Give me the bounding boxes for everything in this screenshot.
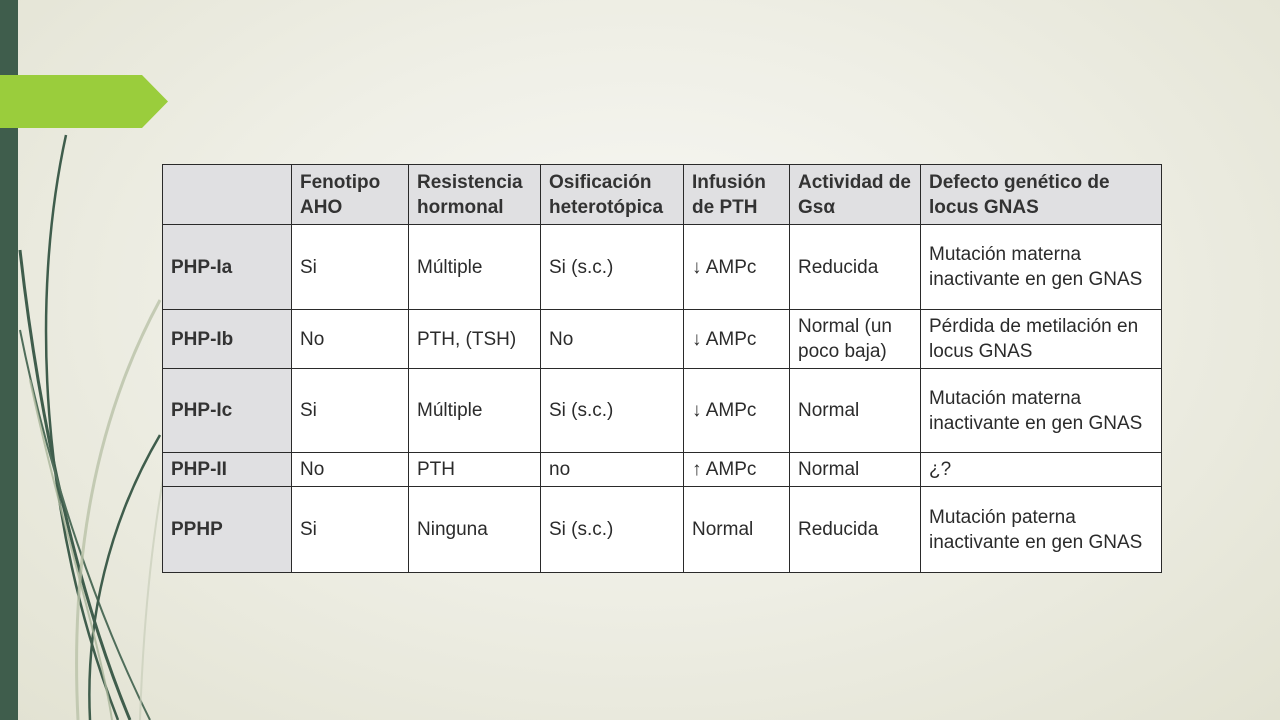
table-cell: ↓ AMPc — [684, 310, 790, 369]
header-fenotipo-aho: Fenotipo AHO — [292, 165, 409, 225]
table-cell: Reducida — [790, 225, 921, 310]
table-cell: Normal — [790, 453, 921, 487]
table-cell: ↓ AMPc — [684, 369, 790, 453]
table-cell: Si (s.c.) — [541, 225, 684, 310]
table-cell: ¿? — [921, 453, 1162, 487]
table-row — [163, 453, 1162, 487]
table-header-row — [163, 165, 1162, 225]
table-row — [163, 369, 1162, 453]
table-cell: No — [541, 310, 684, 369]
table-cell: no — [541, 453, 684, 487]
table-cell: Si (s.c.) — [541, 487, 684, 573]
header-infusion-pth: Infusión de PTH — [684, 165, 790, 225]
header-cell-empty — [163, 165, 292, 225]
table-cell: ↓ AMPc — [684, 225, 790, 310]
table-cell: Pérdida de metilación en locus GNAS — [921, 310, 1162, 369]
row-label: PHP-Ic — [163, 369, 292, 453]
table-row — [163, 225, 1162, 310]
header-actividad-gsa: Actividad de Gsα — [790, 165, 921, 225]
header-osificacion-heterotopica: Osificación heterotópica — [541, 165, 684, 225]
comparison-table-container — [162, 164, 1161, 573]
table-cell: Si — [292, 225, 409, 310]
table-cell: Normal — [684, 487, 790, 573]
table-cell: Reducida — [790, 487, 921, 573]
pseudohypoparathyroidism-table — [162, 164, 1162, 573]
table-cell: Ninguna — [409, 487, 541, 573]
table-cell: No — [292, 310, 409, 369]
table-cell: Mutación materna inactivante en gen GNAS — [921, 225, 1162, 310]
table-cell: Si — [292, 487, 409, 573]
row-label: PPHP — [163, 487, 292, 573]
table-row — [163, 487, 1162, 573]
row-label: PHP-II — [163, 453, 292, 487]
green-arrow-tab — [0, 75, 168, 128]
row-label: PHP-Ia — [163, 225, 292, 310]
table-row — [163, 310, 1162, 369]
table-cell: Normal — [790, 369, 921, 453]
table-cell: Normal (un poco baja) — [790, 310, 921, 369]
table-cell: Múltiple — [409, 369, 541, 453]
table-cell: Si (s.c.) — [541, 369, 684, 453]
row-label: PHP-Ib — [163, 310, 292, 369]
table-cell: Mutación paterna inactivante en gen GNAS — [921, 487, 1162, 573]
table-cell: PTH, (TSH) — [409, 310, 541, 369]
table-cell: PTH — [409, 453, 541, 487]
table-cell: No — [292, 453, 409, 487]
header-defecto-genetico: Defecto genético de locus GNAS — [921, 165, 1162, 225]
table-cell: Múltiple — [409, 225, 541, 310]
table-cell: Si — [292, 369, 409, 453]
table-cell: Mutación materna inactivante en gen GNAS — [921, 369, 1162, 453]
table-cell: ↑ AMPc — [684, 453, 790, 487]
header-resistencia-hormonal: Resistencia hormonal — [409, 165, 541, 225]
